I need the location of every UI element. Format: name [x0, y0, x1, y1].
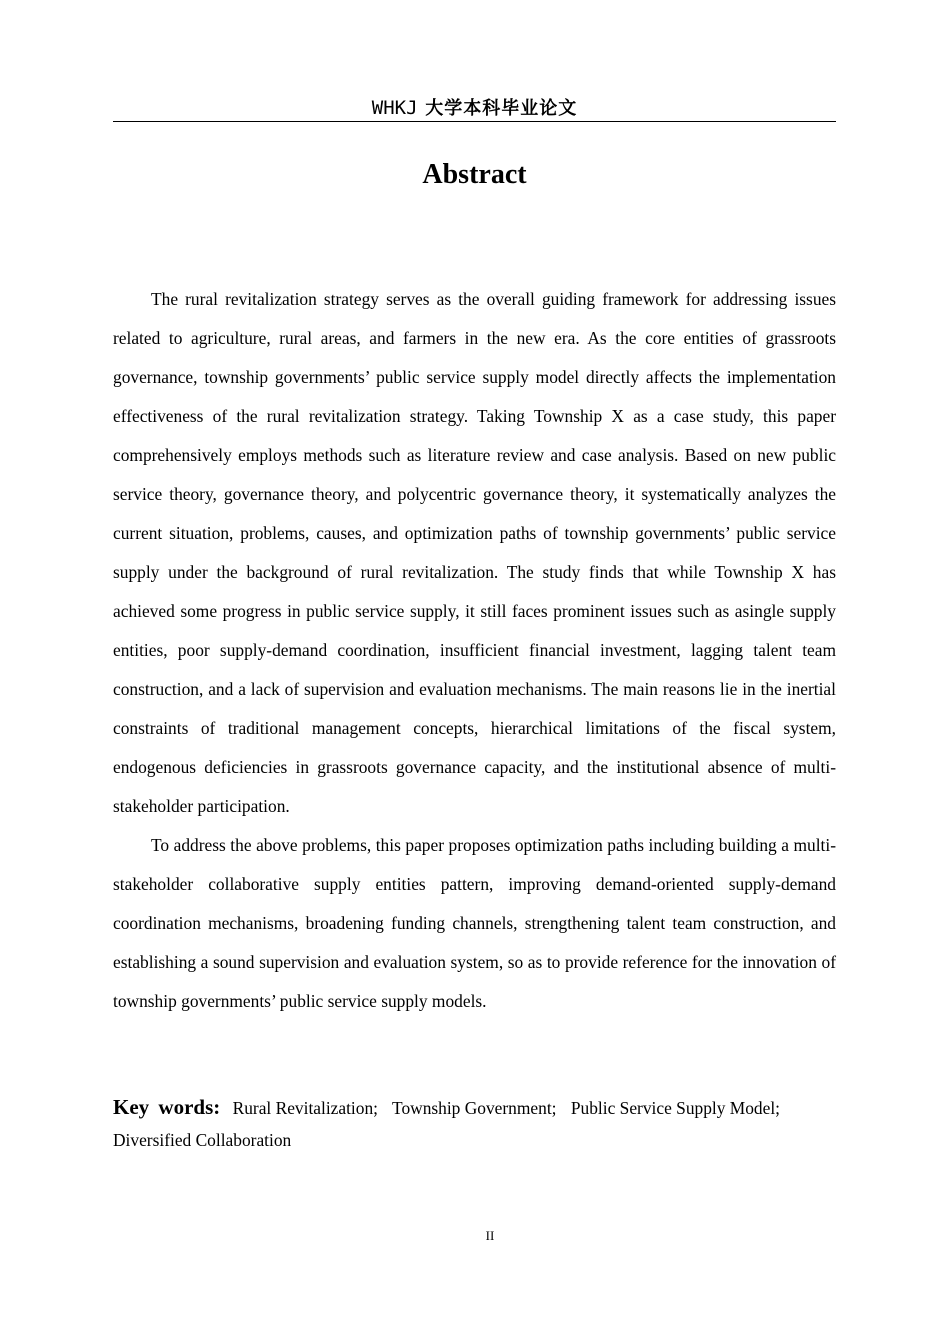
- keyword-item: Rural Revitalization;: [232, 1098, 378, 1118]
- abstract-title: Abstract: [422, 159, 527, 190]
- header-thesis-label: 大学本科毕业论文: [425, 98, 578, 119]
- keywords-section: [113, 1091, 836, 1156]
- header-university-code: WHKJ: [371, 97, 418, 119]
- keyword-item: Township Government;: [392, 1098, 557, 1118]
- running-header: [113, 93, 836, 122]
- abstract-body: [113, 280, 836, 1021]
- page-number: II: [485, 1228, 495, 1243]
- abstract-paragraph-1: The rural revitalization strategy serves as the overall guiding framework for addressing issues related to agriculture, rural areas, and farmers in the new era. As the core entities of grassroots governance, township governments’ public service supply model directly affects the implementation effectiveness of the rural revitalization strategy. Taking Township X as a case study, this paper comprehensively employs methods such as literature review and case analysis. Based on new public service theory, governance theory, and polycentric governance theory, it systematically analyzes the current situation, problems, causes, and optimization paths of township governments’ public service supply under the background of rural revitalization. The study finds that while Township X has achieved some progress in public service supply, it still faces prominent issues such as asingle supply entities, poor supply-demand coordination, insufficient financial investment, lagging talent team construction, and a lack of supervision and evaluation mechanisms. The main reasons lie in the inertial constraints of traditional management concepts, hierarchical limitations of the fiscal system, endogenous deficiencies in grassroots governance capacity, and the institutional absence of multi-stakeholder participation.: [113, 289, 836, 816]
- keyword-item: Diversified Collaboration: [113, 1130, 292, 1150]
- abstract-paragraph-2: To address the above problems, this paper proposes optimization paths including building a multi-stakeholder collaborative supply entities pattern, improving demand-oriented supply-demand coordination mechanisms, broadening funding channels, strengthening talent team construction, and establishing a sound supervision and evaluation system, so as to provide reference for the innovation of township governments’ public service supply models.: [113, 835, 836, 1011]
- keyword-item: Public Service Supply Model;: [570, 1098, 781, 1118]
- keywords-label: Key words:: [113, 1095, 221, 1119]
